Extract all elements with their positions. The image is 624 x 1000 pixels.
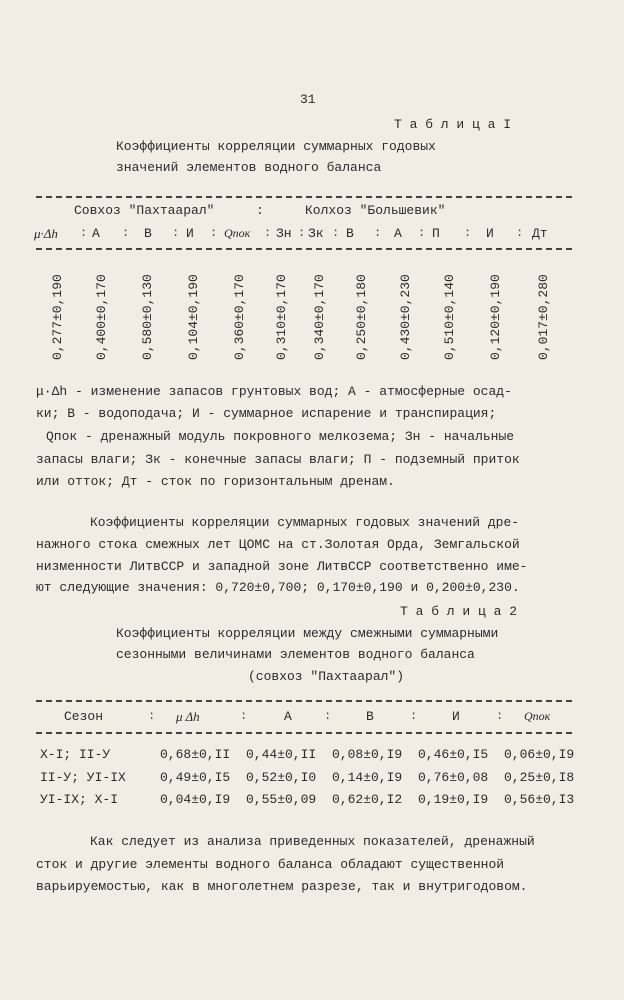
t1-value: 0,017±0,280	[536, 274, 551, 360]
t2-cell: 0,56±0,I3	[504, 792, 575, 807]
t1-value: 0,340±0,170	[312, 274, 327, 360]
t2-cell: 0,68±0,II	[160, 747, 231, 762]
t2-cell: 0,19±0,I9	[418, 792, 489, 807]
paragraph1-line4: ют следующие значения: 0,720±0,700; 0,170±0,190 и 0,200±0,230.	[36, 580, 520, 595]
table1-group-right: Колхоз "Большевик"	[305, 203, 446, 218]
t1-value: 0,400±0,170	[94, 274, 109, 360]
legend-line5: или отток; Дт - сток по горизонтальным дренам.	[36, 474, 395, 489]
t1-header-a: А	[92, 226, 100, 241]
t1-header-a2: А	[394, 226, 402, 241]
t1-value: 0,250±0,180	[354, 274, 369, 360]
t2-sep: :	[148, 709, 156, 723]
t2-cell: 0,52±0,I0	[246, 770, 317, 785]
table2-label: Т а б л и ц а 2	[400, 604, 518, 619]
page-number: 31	[300, 92, 316, 107]
paragraph2-line1: Как следует из анализа приведенных показателей, дренажный	[90, 834, 535, 849]
paragraph1-line1: Коэффициенты корреляции суммарных годовых значений дре-	[90, 515, 520, 530]
t1-header-zk: Зк	[308, 226, 324, 241]
legend-line3: Qпок - дренажный модуль покровного мелкозема; Зн - начальные	[46, 429, 515, 444]
t1-sep: :	[418, 226, 426, 240]
t2-header-v: В	[366, 709, 374, 724]
t2-header-qpok: Qпок	[524, 709, 551, 723]
t2-cell: 0,49±0,I5	[160, 770, 231, 785]
t1-value: 0,120±0,190	[488, 274, 503, 360]
legend-line4: запасы влаги; Зк - конечные запасы влаги; П - подземный приток	[36, 452, 520, 467]
table2-title-line1: Коэффициенты корреляции между смежными суммарными	[116, 626, 499, 641]
t2-sep: :	[496, 709, 504, 723]
t1-header-i: И	[186, 226, 194, 241]
t2-header-season: Сезон	[64, 709, 104, 724]
t2-cell: 0,08±0,I9	[332, 747, 403, 762]
t1-value: 0,510±0,140	[442, 274, 457, 360]
t1-value: 0,360±0,170	[232, 274, 247, 360]
paragraph1-line2: нажного стока смежных лет ЦОМС на ст.Золотая Орда, Земгальской	[36, 537, 520, 552]
t1-sep: :	[516, 226, 524, 240]
paragraph1-line3: низменности ЛитвССР и западной зоне ЛитвССР соответственно име-	[36, 559, 528, 574]
t1-value: 0,277±0,190	[50, 274, 65, 360]
table2-title-line2: сезонными величинами элементов водного баланса	[116, 647, 475, 662]
t1-sep: :	[264, 226, 272, 240]
t1-value: 0,430±0,230	[398, 274, 413, 360]
table1-label: Т а б л и ц а I	[394, 117, 512, 132]
t1-sep: :	[172, 226, 180, 240]
t1-sep: :	[122, 226, 130, 240]
t1-header-dt: Дт	[532, 226, 548, 241]
legend-line1: μ·Δh - изменение запасов грунтовых вод; А - атмосферные осад-	[36, 384, 512, 399]
table2-title-line3: (совхоз "Пахтаарал")	[248, 669, 405, 684]
table1-top-rule	[36, 196, 572, 198]
t1-header-qpok: Qпок	[224, 226, 251, 240]
t2-header-mu: μ Δh	[176, 709, 200, 724]
t1-sep: :	[332, 226, 340, 240]
t1-sep: :	[298, 226, 306, 240]
t1-sep: :	[80, 226, 88, 240]
t2-cell: 0,06±0,I9	[504, 747, 575, 762]
legend-line2: ки; В - водоподача; И - суммарное испарение и транспирация;	[36, 406, 497, 421]
t2-cell-season: УI-IX; X-I	[40, 792, 119, 807]
table2-header-rule	[36, 732, 572, 734]
t2-sep: :	[324, 709, 332, 723]
t2-cell: 0,25±0,I8	[504, 770, 575, 785]
t2-cell: 0,04±0,I9	[160, 792, 231, 807]
t2-header-i: И	[452, 709, 460, 724]
t2-cell: 0,55±0,09	[246, 792, 317, 807]
t2-cell: 0,76±0,08	[418, 770, 489, 785]
t2-cell-season: II-У; УI-IX	[40, 770, 126, 785]
t1-header-p: П	[432, 226, 440, 241]
table1-title-line1: Коэффициенты корреляции суммарных годовых	[116, 139, 436, 154]
t2-header-a: А	[284, 709, 292, 724]
t1-header-v2: В	[346, 226, 354, 241]
t1-sep: :	[464, 226, 472, 240]
t2-sep: :	[410, 709, 418, 723]
table1-group-sep: :	[256, 203, 264, 218]
t1-header-i2: И	[486, 226, 494, 241]
table1-title-line2: значений элементов водного баланса	[116, 160, 382, 175]
t2-cell: 0,14±0,I9	[332, 770, 403, 785]
t2-cell: 0,44±0,II	[246, 747, 317, 762]
t1-sep: :	[374, 226, 382, 240]
paragraph2-line2: сток и другие элементы водного баланса обладают существенной	[36, 857, 505, 872]
t1-header-v: В	[144, 226, 152, 241]
table2-top-rule	[36, 700, 572, 702]
t1-header-zn: Зн	[276, 226, 292, 241]
table1-header-rule	[36, 248, 572, 250]
t2-sep: :	[240, 709, 248, 723]
t1-sep: :	[210, 226, 218, 240]
t1-value: 0,104±0,190	[186, 274, 201, 360]
t2-cell: 0,46±0,I5	[418, 747, 489, 762]
t1-value: 0,580±0,130	[140, 274, 155, 360]
table1-group-left: Совхоз "Пахтаарал"	[74, 203, 215, 218]
paragraph2-line3: варьируемостью, как в многолетнем разрезе, так и внутригодовом.	[36, 879, 528, 894]
t1-header-mu: μ·Δh	[34, 226, 58, 241]
t2-cell-season: X-I; II-У	[40, 747, 111, 762]
t2-cell: 0,62±0,I2	[332, 792, 403, 807]
t1-value: 0,310±0,170	[274, 274, 289, 360]
